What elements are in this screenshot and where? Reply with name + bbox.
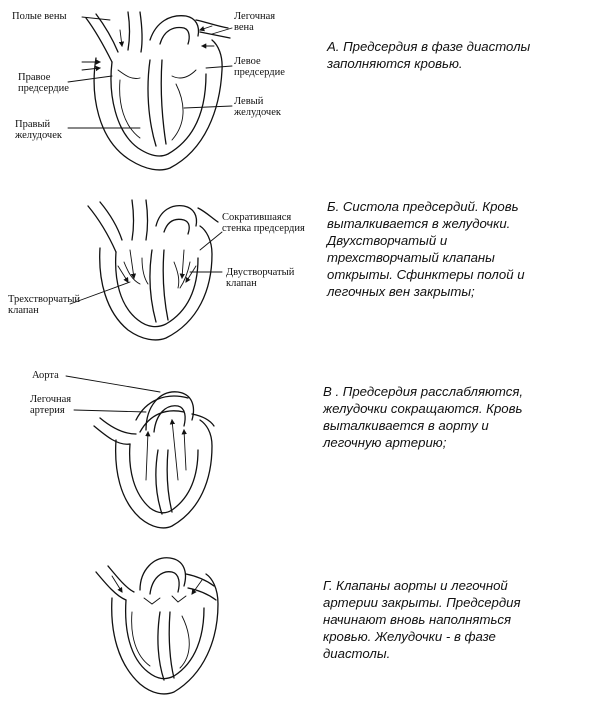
heart-diagram-a	[68, 12, 232, 170]
label-pulmonary-vein: Легочная вена	[234, 11, 276, 33]
caption-a	[327, 38, 567, 72]
label-tricuspid-valve: Трехстворчатый клапан	[8, 294, 81, 316]
caption-b-line: легочных вен закрыты;	[327, 284, 475, 299]
caption-a-line: заполняются кровью.	[327, 56, 463, 71]
caption-d-line: артерии закрыты. Предсердия	[323, 595, 521, 610]
caption-c-line: желудочки сокращаются. Кровь	[323, 401, 523, 416]
label-aorta: Аорта	[32, 370, 59, 381]
caption-a-line: А. Предсердия в фазе диастолы	[327, 39, 531, 54]
caption-d-line: начинают вновь наполняться	[323, 612, 512, 627]
label-left-ventricle: Левый желудочек	[234, 96, 281, 118]
caption-c-line: В . Предсердия расслабляются,	[323, 384, 524, 399]
label-right-atrium: Правое предсердие	[18, 72, 69, 94]
caption-c-line: выталкивается в аорту и	[323, 418, 489, 433]
caption-d-line: диастолы.	[323, 646, 391, 661]
caption-b-line: открыты. Сфинктеры полой и	[327, 267, 525, 282]
label-right-ventricle: Правый желудочек	[15, 119, 62, 141]
heart-diagram-c	[66, 376, 214, 528]
caption-b	[327, 198, 567, 300]
label-atrial-wall: Сократившаяся стенка предсердия	[222, 212, 305, 234]
label-pulmonary-artery: Легочная артерия	[30, 394, 72, 416]
label-bicuspid-valve: Двустворчатый клапан	[226, 267, 295, 289]
caption-c-line: легочную артерию;	[323, 435, 447, 450]
caption-b-line: Двухстворчатый и	[327, 233, 448, 248]
caption-b-line: выталкивается в желудочки.	[327, 216, 511, 231]
caption-b-line: Б. Систола предсердий. Кровь	[327, 199, 519, 214]
label-left-atrium: Левое предсердие	[234, 56, 285, 78]
caption-b-line: трехстворчатый клапаны	[327, 250, 495, 265]
caption-d	[323, 577, 569, 662]
label-right-atrium-text: Правое	[18, 72, 51, 83]
caption-c	[323, 383, 569, 451]
heart-diagram-b	[70, 200, 222, 340]
label-vena-cava: Полые вены	[12, 11, 67, 22]
caption-d-line: Г. Клапаны аорты и легочной	[323, 578, 508, 593]
caption-d-line: кровью. Желудочки - в фазе	[323, 629, 496, 644]
heart-diagram-d	[96, 558, 218, 694]
